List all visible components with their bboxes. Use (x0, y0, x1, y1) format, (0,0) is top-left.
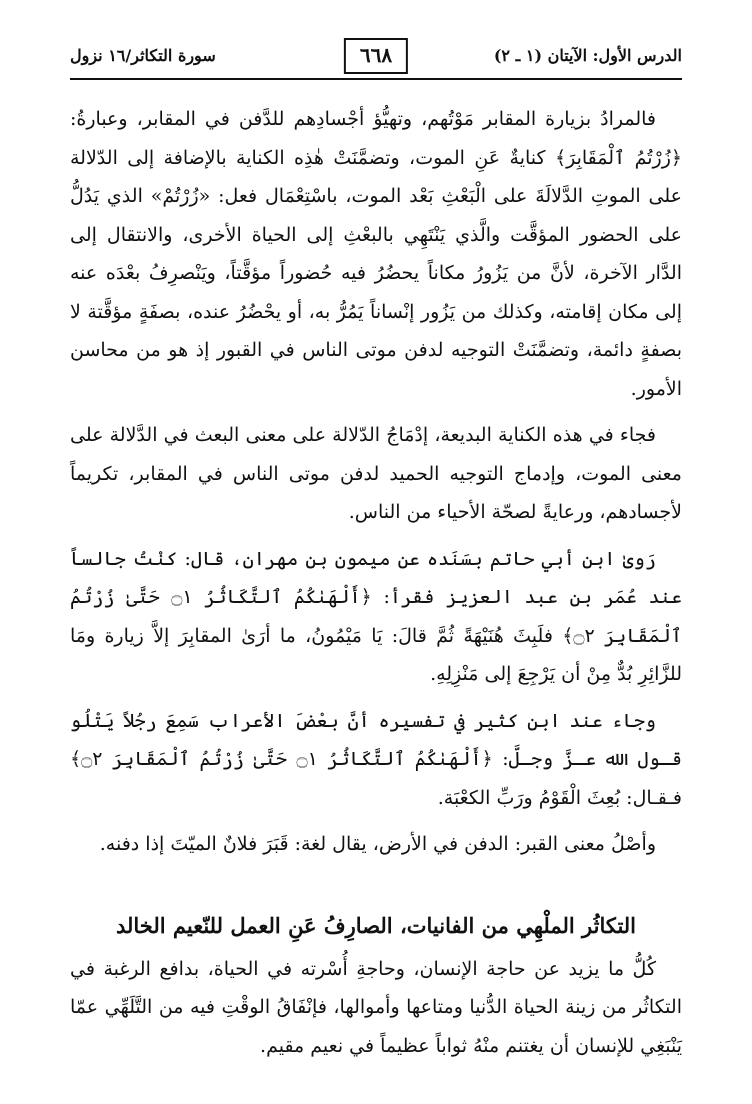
section-paragraph: كُلُّ ما يزيد عن حاجة الإنسان، وحاجةِ أُسْرته في الحياة، بدافع الرغبة في التكاثُر من زينة الحياة الدُّنيا ومتاعها وأموالها، فإنْفَاقُ الوقْتِ فيه من التَّلَهِّي عمّا يَنْبَغِي للإنسان أن يغتنم منْهُ ثواباً عظيماً في نعيم مقيم. (70, 957, 682, 1057)
paragraph: رَوىٰ ابن أبي حاتم بسَنَده عن ميمون بن مهران، قال: كنْتُ جالساً عند عُمَر بن عبد العزيز فقرأ: ﴿أَلْهَىٰكُمُ ٱلتَّكَاثُرُ ۝١ حَتَّىٰ زُرْتُمُ ٱلْمَقَابِرَ ۝٢﴾ فلَبِثَ هُنَيْهَةً ثُمَّ قالَ: يَا مَيْمُونُ، ما أرَىٰ المقابِرَ إلاَّ زيارة ومَا للزَّائِرِ بُدٌّ مِنْ أن يَرْجِعَ إلى مَنْزِلِهِ. (70, 547, 682, 685)
paragraph: وأصْلُ معنى القبر: الدفن في الأرض، يقال لغة: قَبَرَ فلانٌ الميّتَ إذا دفنه. (99, 833, 656, 855)
page-body (70, 100, 682, 1073)
lesson-title: الدرس الأول: الآيتان (١ ـ ٢) (493, 46, 682, 65)
page-header (70, 36, 682, 86)
page-number: ٦٦٨ (344, 38, 408, 74)
paragraph: فجاء في هذه الكناية البديعة، إدْمَاجُ الدّلالة على معنى البعث في الدَّلالة على معنى الموت، وإدماج التوجيه الحميد لدفن موتى الناس في المقابر، تكريماً لأجسادهم، ورعايةً لصحّة الأحياء من الناس. (70, 424, 682, 523)
paragraph: فالمرادُ بزيارة المقابر مَوْتُهم، وتهيُّؤ أجْسادِهم للدَّفن في المقابر، وعبارةُ: ﴿زُرْتُمُ ٱلْمَقَابِرَ﴾ كنايةٌ عَنِ الموت، وتضمَّنَتْ هٰذِه الكناية بالإضافة إلى الدّلالة على الموتِ الدَّلالَةَ على الْبَعْثِ بَعْد الموت، باسْتِعْمَال فعل: «زُرْتُمْ» الذي يَدُلُّ على الحضور المؤقَّت والَّذي يَنْتَهِي بالبعْثِ إلى الحياة الأخرى، والانتقال إلى الدَّار الآخرة، لأنَّ من يَزُورُ مكاناً يحضُرُ فيه حُضوراً مؤقَّتاً، ويَنْصرِفُ بعْدَه عنه إلى مكان إقامته، وكذلك من يَزُور إنْساناً يَمُرُّ به، أو يحْضُرُ عنده، بصفَةٍ مؤقَّتة لا بصفةٍ دائمة، وتضمَّنَتْ التوجيه لدفن موتى الناس في القبور إذ هو من محاسن الأمور. (70, 108, 682, 400)
paragraph: وجاء عند ابن كثير في تفسيره أنَّ بعْضَ الأعراب سَمِعَ رجُلاً يَتْلُو قـول الله عـزَّ وجـلَّ: ﴿أَلْهَىٰكُمُ ٱلتَّكَاثُرُ ۝١ حَتَّىٰ زُرْتُمُ ٱلْمَقَابِرَ ۝٢﴾ فـقـال: بُعِثَ الْقَوْمُ ورَبِّ الكعْبَة. (70, 709, 682, 809)
surah-title: سورة التكاثر/١٦ نزول (70, 46, 216, 65)
header-divider (70, 78, 682, 80)
section-heading: التكاثُر الملْهِي من الفانيات، الصارِفُ عَنِ العمل للنّعيم الخالد (115, 912, 637, 938)
